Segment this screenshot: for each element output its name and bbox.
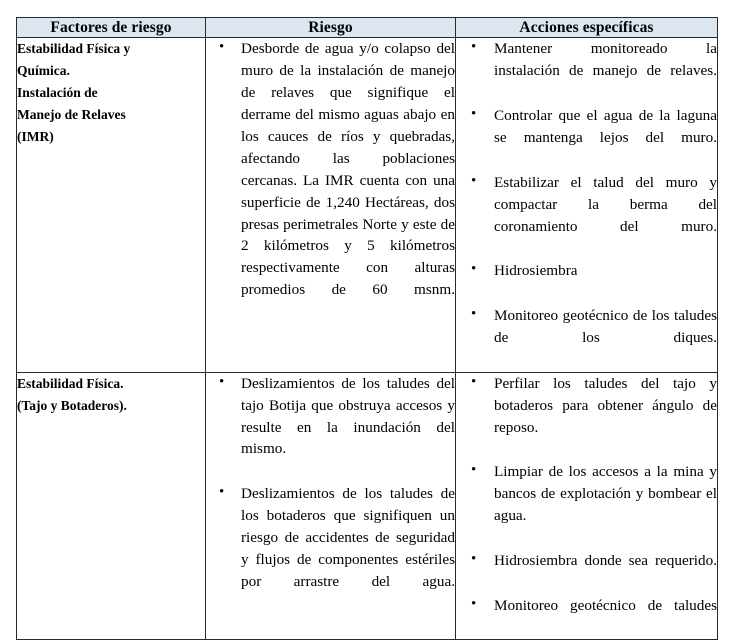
acciones-cell: [456, 38, 718, 372]
bullet-item: • Hidrosiembra: [456, 260, 717, 304]
bullet-item: • Deslizamientos de los taludes del tajo Botija que obstruya accesos y resulte en la inundación del mismo.: [206, 373, 455, 482]
bullet-item: • Controlar que el agua de la laguna se mantenga lejos del muro.: [456, 105, 717, 171]
riesgo-bullet-list: [206, 38, 455, 323]
column-header-acciones-especificas: Acciones específicas: [456, 18, 718, 38]
factor-cell: [17, 38, 206, 372]
factor-line: (Tajo y Botaderos).: [17, 397, 127, 413]
factor-line: Estabilidad Física y: [17, 41, 131, 57]
bullet-item: • Perfilar los taludes del tajo y botaderos para obtener ángulo de reposo.: [456, 373, 717, 461]
riesgo-cell: [206, 372, 456, 640]
bullet-item: • Mantener monitoreado la instalación de manejo de relaves.: [456, 38, 717, 104]
factor-line: Estabilidad Física.: [17, 375, 124, 391]
acciones-bullet-list: [456, 373, 717, 639]
bullet-item: • Desborde de agua y/o colapso del muro de la instalación de manejo de relaves que signifique el derrame del mismo aguas abajo en los cauces de ríos y quebradas, afectando las poblaciones cercanas. La IMR cuenta con una superficie de 1,240 Hectáreas, dos presas perimetrales Norte y este de 2 kilómetros y 5 kilómetros respectivamente con alturas promedios de 60 msnm.: [206, 38, 455, 323]
bullet-item: • Deslizamientos de los taludes de los botaderos que signifiquen un riesgo de accidentes de seguridad y flujos de componentes estériles por arrastre del agua.: [206, 483, 455, 614]
factor-cell: [17, 372, 206, 640]
column-header-riesgo: Riesgo: [206, 18, 456, 38]
acciones-cell: [456, 372, 718, 640]
factor-text: [17, 373, 205, 417]
table-row: [17, 38, 718, 372]
table-header-row: [17, 18, 718, 38]
factor-line: (IMR): [17, 128, 54, 144]
acciones-bullet-list: [456, 38, 717, 370]
column-header-factores-de-riesgo: Factores de riesgo: [17, 18, 206, 38]
factor-text: [17, 38, 205, 147]
bullet-item: • Monitoreo geotécnico de taludes: [456, 595, 717, 639]
factor-line: Instalación de: [17, 85, 98, 101]
table-body: [17, 38, 718, 640]
bullet-item: • Estabilizar el talud del muro y compactar la berma del coronamiento del muro.: [456, 172, 717, 260]
bullet-item: • Limpiar de los accesos a la mina y bancos de explotación y bombear el agua.: [456, 461, 717, 549]
risk-table: [16, 17, 718, 640]
bullet-item: • Monitoreo geotécnico de los taludes de los diques.: [456, 305, 717, 371]
riesgo-bullet-list: [206, 373, 455, 615]
factor-line: Química.: [17, 63, 70, 79]
table-row: [17, 372, 718, 640]
factor-line: Manejo de Relaves: [17, 106, 126, 122]
table-header: [17, 18, 718, 38]
bullet-item: • Hidrosiembra donde sea requerido.: [456, 550, 717, 594]
riesgo-cell: [206, 38, 456, 372]
